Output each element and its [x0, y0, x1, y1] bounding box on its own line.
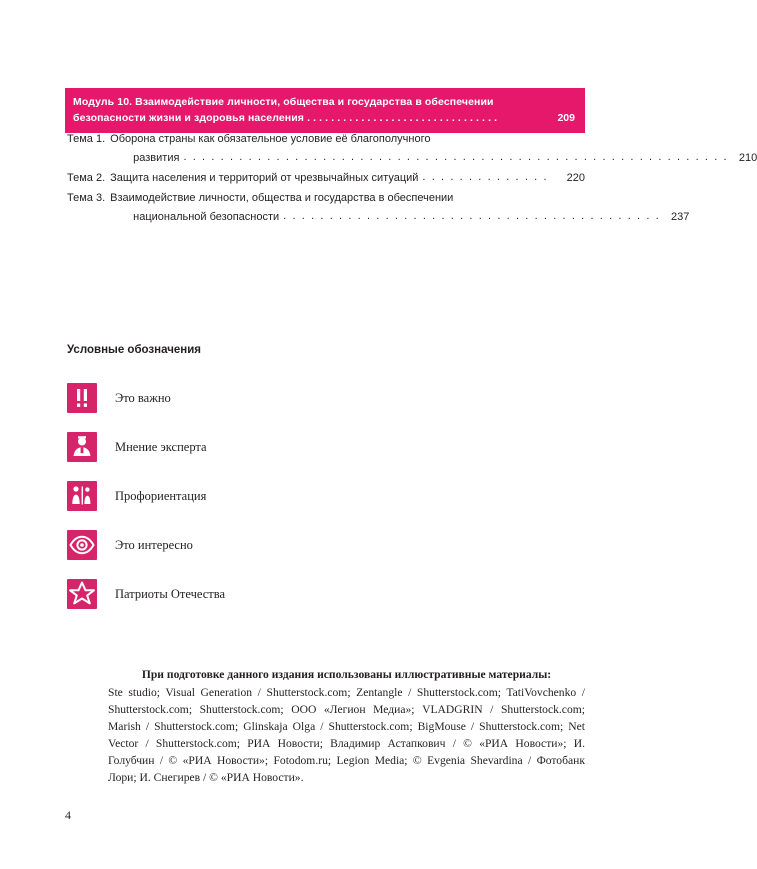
legend-item-label: Это важно [115, 390, 171, 405]
toc-entry-title-line1: Взаимодействие личности, общества и государства в обеспечении [110, 192, 454, 204]
legend-item-label: Патриоты Отечества [115, 586, 226, 601]
star-patriots-icon [67, 579, 97, 609]
module-heading-line2 [73, 110, 497, 126]
module-heading-band [65, 88, 585, 133]
toc-entry-row-1 [110, 169, 585, 188]
legend-item-label: Мнение эксперта [115, 439, 207, 454]
toc-entry-dots: . . . . . . . . . . . . . . [422, 171, 549, 183]
toc-entry-label: Тема 3. [67, 192, 106, 204]
toc-entry-row-2 [110, 149, 757, 168]
module-heading-dots: . . . . . . . . . . . . . . . . . . . . . . . . . . . . . . . . [307, 112, 498, 124]
toc-entry-title-line2: развития [133, 152, 180, 164]
eye-interesting-icon [67, 530, 97, 560]
toc-list [67, 130, 757, 228]
toc-entry[interactable] [67, 169, 585, 188]
legend-item-label: Это интересно [115, 537, 193, 552]
module-heading-line1: Модуль 10. Взаимодействие личности, общества и государства в обеспечении [73, 96, 494, 108]
toc-entry-row-1 [110, 130, 757, 149]
toc-entry-row-1 [110, 189, 689, 208]
toc-entry-body [110, 189, 689, 227]
credits-heading: При подготовке данного издания использованы иллюстративные материалы: [141, 668, 552, 681]
module-heading-line2-text: безопасности жизни и здоровья населения [73, 112, 305, 124]
legend-item-career-guidance [67, 473, 467, 519]
legend-item-label: Профориентация [115, 488, 207, 503]
toc-entry-title-line2: национальной безопасности [133, 211, 280, 223]
toc-entry-label: Тема 2. [67, 172, 106, 184]
legend-list [67, 375, 467, 620]
exclamation-icon [67, 383, 97, 413]
toc-entry-dots: . . . . . . . . . . . . . . . . . . . . . . . . . . . . . . . . . . . . . . . . . . . . . . . . . . . . . . . . . . . [183, 151, 729, 163]
legend-item-expert-opinion [67, 424, 467, 470]
expert-opinion-icon [67, 432, 97, 462]
legend-item-patriots [67, 571, 467, 617]
legend-section-title: Условные обозначения [67, 344, 202, 356]
career-guidance-icon [67, 481, 97, 511]
toc-entry-title-line1: Защита населения и территорий от чрезвычайных ситуаций [110, 172, 419, 184]
toc-entry-page: 210 [738, 152, 757, 164]
toc-entry-body [110, 130, 757, 168]
credits-body: Ste studio; Visual Generation / Shutterstock.com; Zentangle / Shutterstock.com; TatiVovchenko / Shutterstock.com; Shutterstock.com; ООО «Легион Медиа»; VLADGRIN / Shutterstock.com; Marish / Shutterstock.com; Glinskaja Olga / Shutterstock.com; BigMouse / Shutterstock.com; Net Vector / Shutterstock.com; РИА Новости; Владимир Астапкович / © «РИА Новости»; И. Голубчин / © «РИА Новости»; Fotodom.ru; Legion Media; © Evgenia Shevardina / Фотобанк Лори; И. Снегирев / © «РИА Новости». [108, 686, 585, 784]
toc-entry[interactable] [67, 189, 690, 227]
page-number: 4 [65, 808, 71, 822]
module-heading-row2 [73, 110, 575, 126]
toc-entry-label: Тема 1. [67, 133, 106, 145]
module-heading-page: 209 [557, 112, 575, 124]
toc-entry[interactable] [67, 130, 757, 168]
toc-entry-title-line1: Оборона страны как обязательное условие её благополучного [110, 133, 431, 145]
toc-entry-body [110, 169, 585, 188]
toc-entry-page: 220 [566, 172, 585, 184]
toc-entry-dots: . . . . . . . . . . . . . . . . . . . . . . . . . . . . . . . . . . . . . . . . . [283, 210, 661, 222]
credits-paragraph [108, 666, 585, 786]
toc-entry-row-2 [110, 208, 689, 227]
legend-item-important [67, 375, 467, 421]
legend-item-interesting [67, 522, 467, 568]
toc-entry-page: 237 [670, 211, 690, 223]
